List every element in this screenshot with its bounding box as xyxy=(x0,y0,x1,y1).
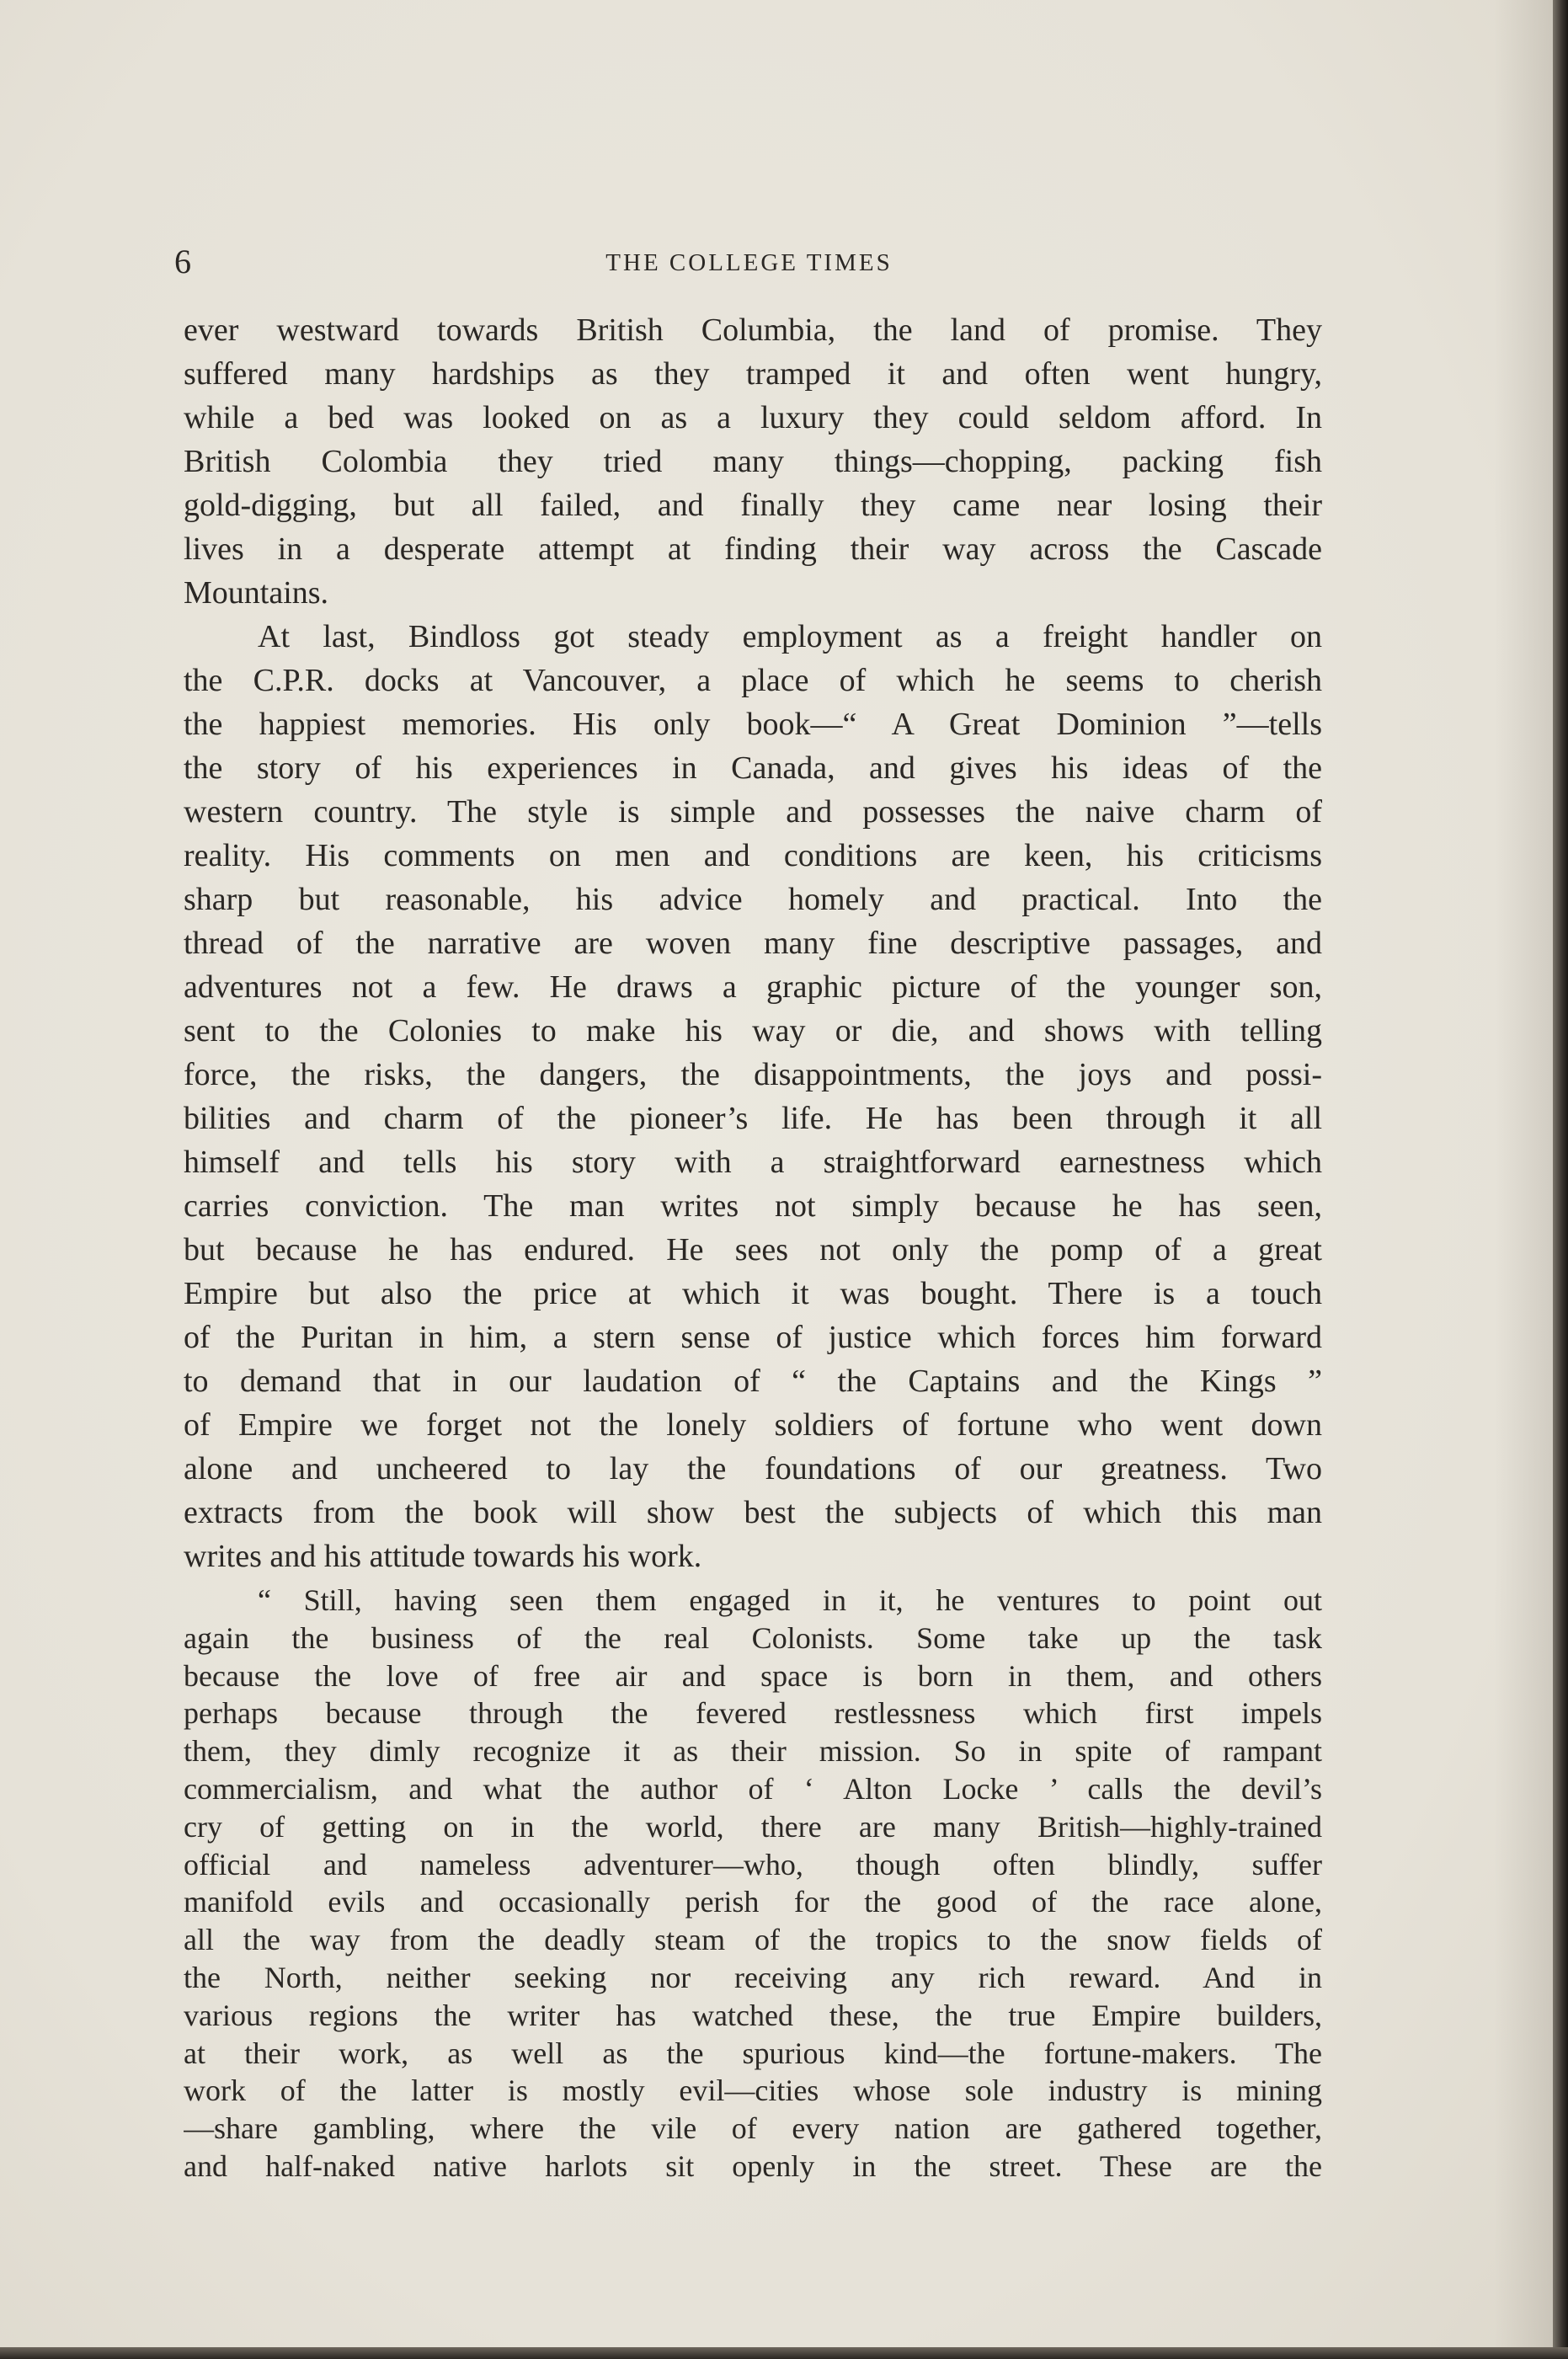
text-line: lives in a desperate attempt at finding their way across the Cascade xyxy=(184,531,1322,567)
book-spine-edge xyxy=(1553,0,1568,2359)
text-line: of Empire we forget not the lonely soldiers of fortune who went down xyxy=(184,1407,1322,1443)
text-line: gold-digging, but all failed, and finally they came near losing their xyxy=(184,488,1322,523)
quote-line: the North, neither seeking nor receiving any rich reward. And in xyxy=(184,1960,1322,1994)
text-line: sent to the Colonies to make his way or die, and shows with telling xyxy=(184,1013,1322,1049)
text-line: At last, Bindloss got steady employment as a freight handler on xyxy=(258,619,1322,654)
text-line: to demand that in our laudation of “ the Captains and the Kings ” xyxy=(184,1364,1322,1399)
text-line: Empire but also the price at which it was bought. There is a touch xyxy=(184,1276,1322,1311)
text-line: reality. His comments on men and conditions are keen, his criticisms xyxy=(184,838,1322,873)
text-line: the story of his experiences in Canada, and gives his ideas of the xyxy=(184,750,1322,786)
text-line: British Colombia they tried many things—chopping, packing fish xyxy=(184,444,1322,479)
page-bottom-edge xyxy=(0,2347,1568,2359)
text-line: himself and tells his story with a straightforward earnestness which xyxy=(184,1145,1322,1180)
paragraph-2 xyxy=(184,615,1322,1578)
text-line: Mountains. xyxy=(184,575,329,611)
text-line: while a bed was looked on as a luxury they could seldom afford. In xyxy=(184,400,1322,435)
quote-line: various regions the writer has watched these, the true Empire builders, xyxy=(184,1998,1322,2032)
text-line: force, the risks, the dangers, the disappointments, the joys and possi- xyxy=(184,1057,1322,1092)
text-line: sharp but reasonable, his advice homely and practical. Into the xyxy=(184,882,1322,917)
quote-line: “ Still, having seen them engaged in it, he ventures to point out xyxy=(258,1583,1322,1617)
quote-line: perhaps because through the fevered restlessness which first impels xyxy=(184,1696,1322,1731)
text-line: extracts from the book will show best the subjects of which this man xyxy=(184,1495,1322,1530)
text-line: the happiest memories. His only book—“ A Great Dominion ”—tells xyxy=(184,707,1322,742)
quote-paragraph xyxy=(184,1582,1322,2186)
paragraph-1 xyxy=(184,308,1322,615)
text-line: ever westward towards British Columbia, the land of promise. They xyxy=(184,312,1322,348)
page-number: 6 xyxy=(174,243,191,280)
quote-line: commercialism, and what the author of ‘ Alton Locke ’ calls the devil’s xyxy=(184,1771,1322,1806)
quote-line: manifold evils and occasionally perish for the good of the race alone, xyxy=(184,1885,1322,1919)
text-line: western country. The style is simple and possesses the naive charm of xyxy=(184,794,1322,830)
text-line: of the Puritan in him, a stern sense of justice which forces him forward xyxy=(184,1320,1322,1355)
text-line: thread of the narrative are woven many fine descriptive passages, and xyxy=(184,926,1322,961)
quote-line: them, they dimly recognize it as their mission. So in spite of rampant xyxy=(184,1734,1322,1769)
page-header xyxy=(174,241,1324,283)
text-line: carries conviction. The man writes not simply because he has seen, xyxy=(184,1188,1322,1224)
quote-line: work of the latter is mostly evil—cities whose sole industry is mining xyxy=(184,2073,1322,2108)
running-title: THE COLLEGE TIMES xyxy=(605,249,893,276)
text-line: writes and his attitude towards his work. xyxy=(184,1539,702,1574)
text-line: but because he has endured. He sees not only the pomp of a great xyxy=(184,1232,1322,1268)
quote-line: all the way from the deadly steam of the tropics to the snow fields of xyxy=(184,1923,1322,1957)
text-line: the C.P.R. docks at Vancouver, a place of which he seems to cherish xyxy=(184,663,1322,698)
page-gutter-shadow xyxy=(1494,0,1553,2359)
article-body xyxy=(184,308,1322,1578)
quote-line: and half-naked native harlots sit openly in the street. These are the xyxy=(184,2148,1322,2183)
block-quote xyxy=(184,1582,1322,2186)
text-line: suffered many hardships as they tramped it and often went hungry, xyxy=(184,356,1322,392)
quote-line: official and nameless adventurer—who, though often blindly, suffer xyxy=(184,1847,1322,1881)
text-line: alone and uncheered to lay the foundations of our greatness. Two xyxy=(184,1451,1322,1486)
quote-line: cry of getting on in the world, there are many British—highly-trained xyxy=(184,1809,1322,1844)
quote-line: again the business of the real Colonists. Some take up the task xyxy=(184,1620,1322,1655)
quote-line: —share gambling, where the vile of every nation are gathered together, xyxy=(184,2111,1322,2146)
quote-line: because the love of free air and space is born in them, and others xyxy=(184,1658,1322,1693)
quote-line: at their work, as well as the spurious kind—the fortune-makers. The xyxy=(184,2036,1322,2070)
text-line: bilities and charm of the pioneer’s life. He has been through it all xyxy=(184,1101,1322,1136)
text-line: adventures not a few. He draws a graphic picture of the younger son, xyxy=(184,969,1322,1005)
